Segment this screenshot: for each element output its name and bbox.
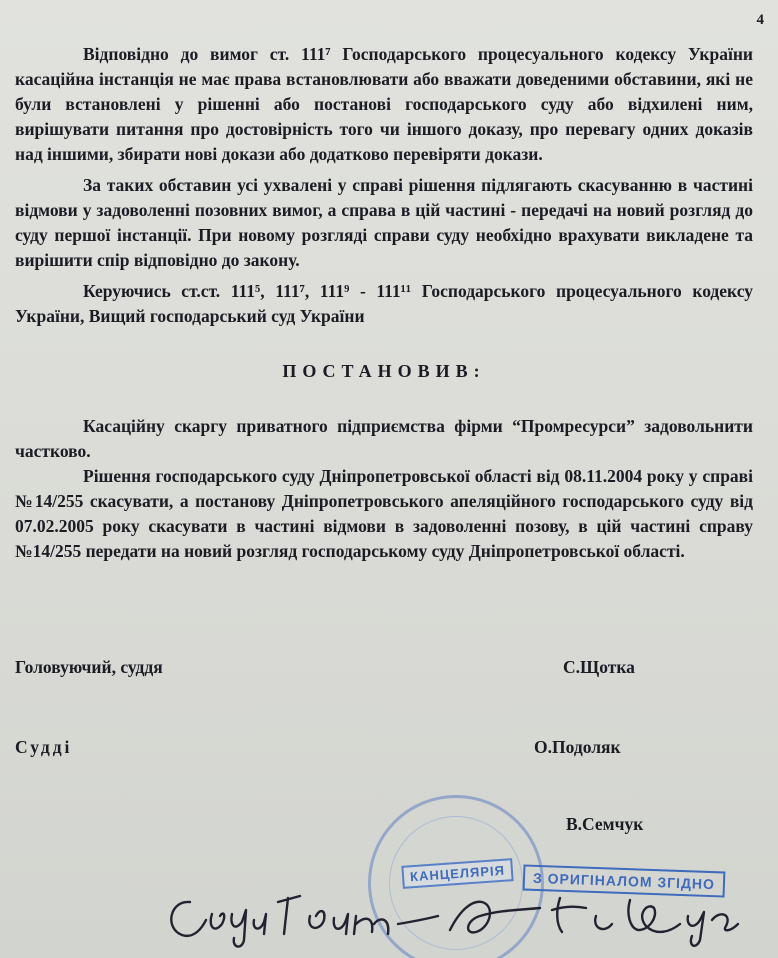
judges-label: Судді — [15, 737, 73, 757]
paragraph-cassation-limits: Відповідно до вимог ст. 111⁷ Господарського процесуального кодексу України касаційна інстанція не має права встановлювати або вважати доведеними обставини, які не були встановлені у рішенні або постанові господарського суду або відхилені ним, вирішувати питання про достовірність того чи іншого доказу, про перевагу одних доказів над іншими, збирати нові докази або додатково перевіряти докази. — [15, 44, 753, 164]
certified-copy-stamp: З ОРИГІНАЛОМ ЗГІДНО — [523, 864, 726, 897]
handwritten-signature — [160, 880, 760, 955]
paragraph-decision-cancelled: Рішення господарського суду Дніпропетровської області від 08.11.2004 року у справі №14/255 скасувати, а постанову Дніпропетровського апеляційного господарського суду від 07.02.2005 року скасувати в частині відмови в задоволенні позову, в цій частині справу №14/255 передати на новий розгляд господарському суду Дніпропетровської області. — [15, 466, 753, 561]
judge-name-1: О.Подоляк — [534, 737, 621, 757]
resolution-heading: ПОСТАНОВИВ: — [282, 361, 486, 381]
paragraph-guided-by: Керуючись ст.ст. 111⁵, 111⁷, 111⁹ - 111¹¹ Господарського процесуального кодексу України, Вищий господарський суд України — [15, 281, 753, 326]
paragraph-complaint-satisfied: Касаційну скаргу приватного підприємства фірми “Промресурси” задовольнити частково. — [15, 416, 753, 461]
presiding-judge-name: С.Щотка — [563, 657, 635, 677]
office-stamp: КАНЦЕЛЯРІЯ — [401, 858, 513, 889]
paragraph-circumstances: За таких обставин усі ухвалені у справі рішення підлягають скасуванню в частині відмови у задоволенні позовних вимог, а справа в цій частині - передачі на новий розгляд до суду першої інстанції. При новому розгляді справи суду необхідно врахувати викладене та вирішити спір відповідно до закону. — [15, 175, 753, 270]
judge-name-2: В.Семчук — [566, 814, 644, 834]
page-number: 4 — [756, 12, 764, 28]
document-body — [15, 42, 753, 564]
presiding-judge-label: Головуючий, суддя — [15, 657, 163, 677]
